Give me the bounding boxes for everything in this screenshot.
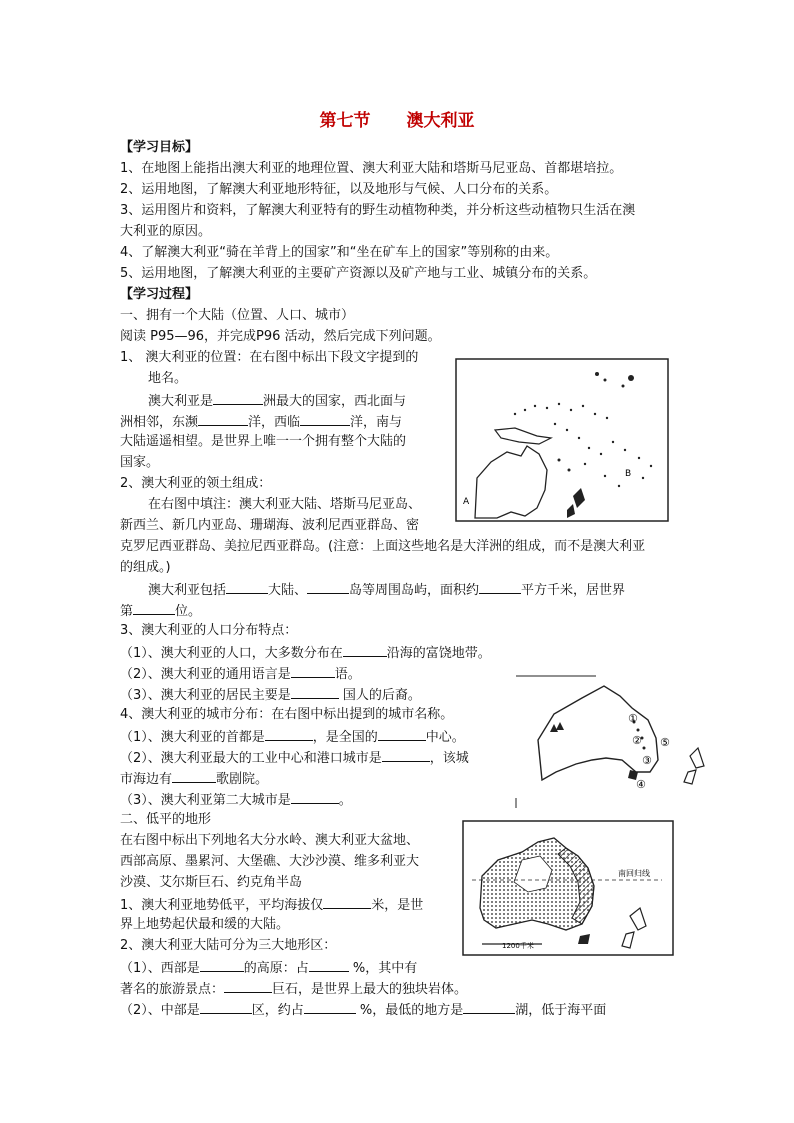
answer-blank[interactable]: [323, 894, 371, 909]
page-title: [0, 106, 794, 131]
answer-blank[interactable]: [200, 957, 244, 972]
answer-blank[interactable]: [200, 999, 252, 1014]
answer-blank[interactable]: [304, 999, 356, 1014]
question-text: 3、澳大利亚的人口分布特点：: [120, 623, 298, 638]
fill-line: （2）、中部是 区，约占 %，最低的地方是 湖，低于海平面: [120, 999, 606, 1021]
question-text: 的组成。): [120, 560, 171, 575]
question-text: 西部高原、墨累河、大堡礁、大沙沙漠、维多利亚大: [120, 854, 420, 869]
answer-blank[interactable]: [226, 579, 268, 594]
fill-line: 著名的旅游景点： 巨石，是世界上最大的独块岩体。: [120, 978, 467, 1000]
map-label-b: B: [625, 469, 632, 479]
reading-instruction: 阅读 P95—96，并完成P96 活动，然后完成下列问题。: [120, 329, 441, 344]
goal-item: 1、在地图上能指出澳大利亚的地理位置、澳大利亚大陆和塔斯马尼亚岛、首都堪培拉。: [120, 161, 623, 176]
answer-blank[interactable]: [291, 663, 335, 678]
fill-line: （3）、澳大利亚第二大城市是 。: [120, 789, 352, 811]
fill-line: （1）、澳大利亚的人口，大多数分布在 沿海的富饶地带。: [120, 642, 491, 664]
fill-line: 澳大利亚是 洲最大的国家，西北面与: [148, 390, 406, 412]
question-text: 地名。: [148, 371, 188, 386]
goal-item: 4、了解澳大利亚“骑在羊背上的国家”和“坐在矿车上的国家”等别称的由来。: [120, 245, 559, 260]
oceania-location-map: [455, 358, 669, 522]
answer-blank[interactable]: [479, 579, 521, 594]
city-marker: ②: [632, 734, 642, 747]
question-text: 2、澳大利亚的领土组成：: [120, 476, 272, 491]
question-text: 国家。: [120, 455, 160, 470]
map-label-a: A: [463, 497, 470, 507]
answer-blank[interactable]: [265, 726, 313, 741]
answer-blank[interactable]: [133, 600, 175, 615]
answer-blank[interactable]: [382, 747, 430, 762]
fill-line: 1、澳大利亚地势低平，平均海拔仅 米，是世: [120, 894, 423, 916]
question-text: 在右图中标出下列地名大分水岭、澳大利亚大盆地、: [120, 833, 420, 848]
tropic-label: 南回归线: [618, 869, 650, 878]
question-text: 界上地势起伏最和缓的大陆。: [120, 917, 290, 932]
answer-blank[interactable]: [463, 999, 515, 1014]
australia-city-map: [512, 668, 722, 808]
fill-line: 澳大利亚包括 大陆、 岛等周围岛屿，面积约 平方千米，居世界: [148, 579, 625, 601]
answer-blank[interactable]: [309, 957, 349, 972]
answer-blank[interactable]: [343, 642, 387, 657]
fill-line: 第 位。: [120, 600, 201, 622]
question-text: 在右图中填注：澳大利亚大陆、塔斯马尼亚岛、: [148, 497, 422, 512]
question-text: 大陆遥遥相望。是世界上唯一一个拥有整个大陆的: [120, 434, 407, 449]
city-marker: ①: [628, 712, 638, 725]
goal-item: 5、运用地图，了解澳大利亚的主要矿产资源以及矿产地与工业、城镇分布的关系。: [120, 266, 597, 281]
fill-line: 市海边有 歌剧院。: [120, 768, 268, 790]
answer-blank[interactable]: [172, 768, 216, 783]
answer-blank[interactable]: [307, 579, 349, 594]
answer-blank[interactable]: [198, 411, 248, 426]
fill-line: （1）、西部是 的高原：占 %，其中有: [120, 957, 417, 979]
city-marker: ③: [642, 754, 652, 767]
answer-blank[interactable]: [300, 411, 350, 426]
answer-blank[interactable]: [224, 978, 272, 993]
section-heading: 一、拥有一个大陆（位置、人口、城市）: [120, 308, 355, 323]
fill-line: 洲相邻，东濒 洋，西临 洋，南与: [120, 411, 402, 433]
question-text: 沙漠、艾尔斯巨石、约克角半岛: [120, 875, 303, 890]
section-number: 第七节: [319, 111, 371, 131]
fill-line: （1）、澳大利亚的首都是 ，是全国的 中心。: [120, 726, 465, 748]
question-text: 2、澳大利亚大陆可分为三大地形区：: [120, 938, 337, 953]
fill-line: （2）、澳大利亚的通用语言是 语。: [120, 663, 361, 685]
question-text: 新西兰、新几内亚岛、珊瑚海、波利尼西亚群岛、密: [120, 518, 420, 533]
question-text: 4、澳大利亚的城市分布：在右图中标出提到的城市名称。: [120, 707, 454, 722]
answer-blank[interactable]: [291, 684, 339, 699]
australia-landform-map: [462, 820, 674, 956]
answer-blank[interactable]: [213, 390, 263, 405]
process-header: 【学习过程】: [120, 287, 199, 302]
answer-blank[interactable]: [378, 726, 426, 741]
city-marker: ④: [636, 778, 646, 791]
question-text: 克罗尼西亚群岛、美拉尼西亚群岛。(注意：上面这些地名是大洋洲的组成，而不是澳大利亚: [120, 539, 646, 554]
fill-line: （2）、澳大利亚最大的工业中心和港口城市是 ，该城: [120, 747, 469, 769]
section-heading: 二、低平的地形: [120, 812, 212, 827]
goals-header: 【学习目标】: [120, 140, 199, 155]
question-text: 1、 澳大利亚的位置：在右图中标出下段文字提到的: [120, 350, 419, 365]
goal-item: 2、运用地图，了解澳大利亚地形特征，以及地形与气候、人口分布的关系。: [120, 182, 558, 197]
city-marker: ⑤: [660, 736, 670, 749]
section-name: 澳大利亚: [406, 111, 475, 131]
goal-item: 3、运用图片和资料，了解澳大利亚特有的野生动植物种类，并分析这些动植物只生活在澳: [120, 203, 636, 218]
fill-line: （3）、澳大利亚的居民主要是 国人的后裔。: [120, 684, 421, 706]
goal-item: 大利亚的原因。: [120, 224, 212, 239]
answer-blank[interactable]: [291, 789, 339, 804]
map-scale: 1200千米: [502, 942, 534, 950]
